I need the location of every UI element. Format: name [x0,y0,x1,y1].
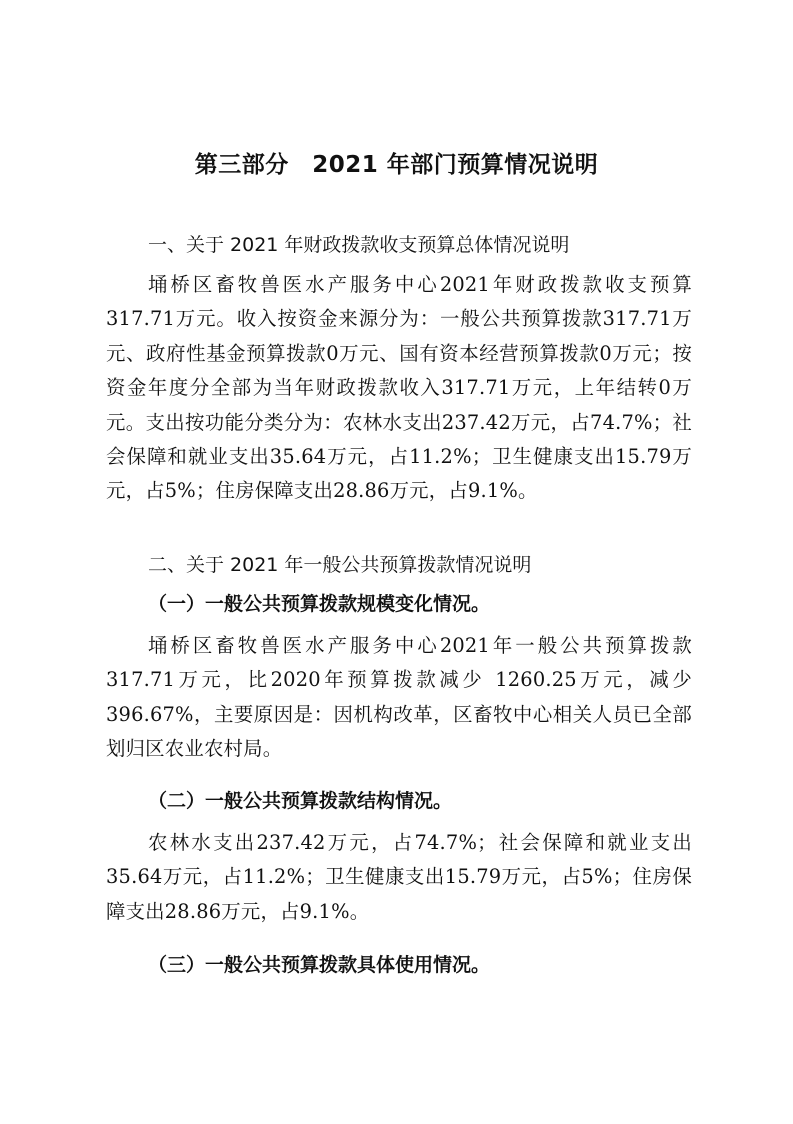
subsection-1-paragraph: 埇桥区畜牧兽医水产服务中心2021年一般公共预算拨款317.71万元，比2020年预算拨款减少 1260.25万元，减少396.67%，主要原因是：因机构改革，区畜牧中心相关人员已全部划归区农业农村局。 [106,634,692,761]
subsection-1-heading: （一）一般公共预算拨款规模变化情况。 [148,593,491,615]
page-title: 第三部分 2021 年部门预算情况说明 [194,152,599,178]
subsection-3-heading: （三）一般公共预算拨款具体使用情况。 [148,954,491,976]
section-1-heading: 一、关于 2021 年财政拨款收支预算总体情况说明 [148,234,570,256]
subsection-2-heading: （二）一般公共预算拨款结构情况。 [148,790,453,812]
section-1-paragraph: 埇桥区畜牧兽医水产服务中心2021年财政拨款收支预算317.71万元。收入按资金来源分为：一般公共预算拨款317.71万元、政府性基金预算拨款0万元、国有资本经营预算拨款0万元；按资金年度分全部为当年财政拨款收入317.71万元，上年结转0万元。支出按功能分类分为：农林水支出237.42万元，占74.7%；社会保障和就业支出35.64万元，占11.2%；卫生健康支出15.79万元，占5%；住房保障支出28.86万元，占9.1%。 [106,273,692,503]
subsection-2-paragraph: 农林水支出237.42万元，占74.7%；社会保障和就业支出35.64万元，占11.2%；卫生健康支出15.79万元，占5%；住房保障支出28.86万元，占9.1%。 [106,831,692,923]
section-2-heading: 二、关于 2021 年一般公共预算拨款情况说明 [148,554,532,576]
